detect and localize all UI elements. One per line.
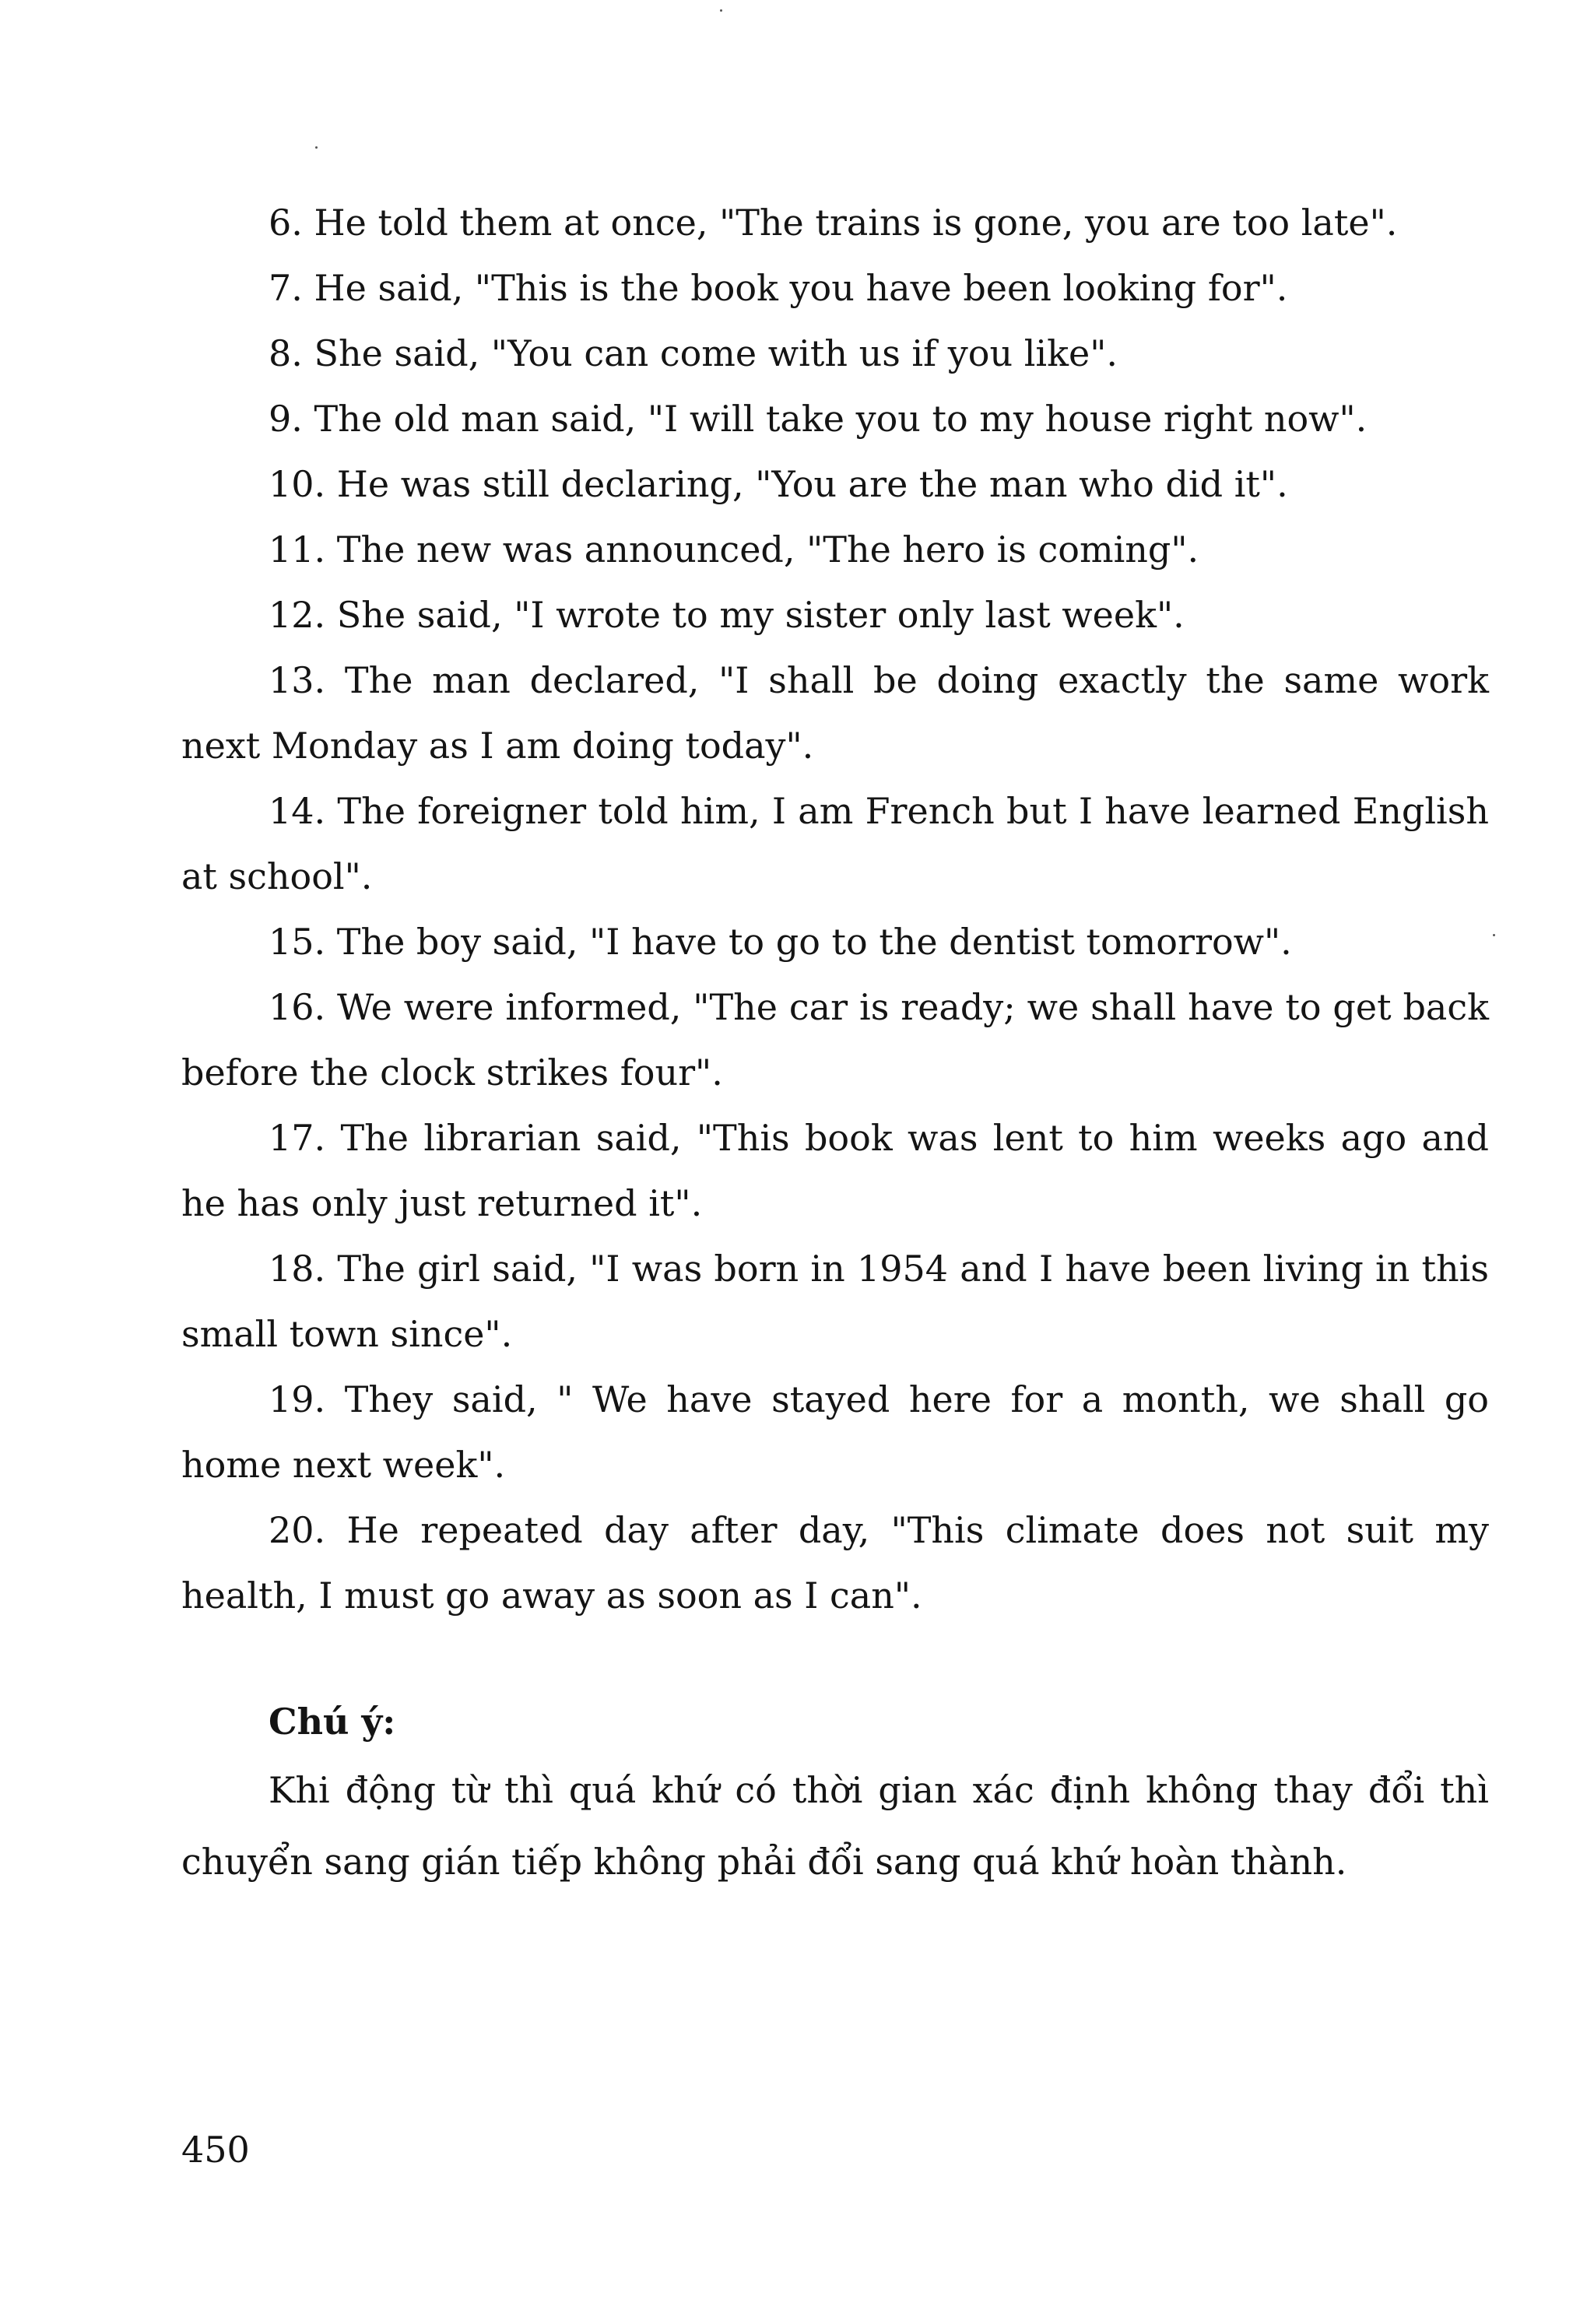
page-number: 450 [181, 2129, 250, 2171]
note-body: Khi động từ thì quá khứ có thời gian xác định không thay đổi thì chuyển sang gián tiếp không phải đổi sang quá khứ hoàn thành. [181, 1769, 1489, 1883]
exercise-item-18: 18. The girl said, "I was born in 1954 and I have been living in this small town since". [181, 1248, 1489, 1355]
scan-speck [720, 9, 722, 12]
exercise-item-10: 10. He was still declaring, "You are the man who did it". [269, 463, 1288, 505]
exercise-item-15: 15. The boy said, "I have to go to the dentist tomorrow". [269, 921, 1292, 963]
exercise-item-8: 8. She said, "You can come with us if you like". [269, 332, 1118, 374]
exercise-item-16: 16. We were informed, "The car is ready; we shall have to get back before the clock strikes four". [181, 986, 1489, 1094]
exercise-item-20: 20. He repeated day after day, "This climate does not suit my health, I must go away as soon as I can". [181, 1509, 1489, 1617]
exercise-item-13: 13. The man declared, "I shall be doing exactly the same work next Monday as I am doing today". [181, 659, 1489, 767]
note-title: Chú ý: [269, 1701, 396, 1743]
exercise-item-12: 12. She said, "I wrote to my sister only last week". [269, 594, 1185, 636]
exercise-item-9: 9. The old man said, "I will take you to my house right now". [269, 398, 1368, 440]
note-section [181, 1689, 1489, 1897]
exercise-item-11: 11. The new was announced, "The hero is coming". [269, 528, 1199, 570]
exercise-list [181, 190, 1489, 1628]
scan-speck [1493, 934, 1495, 936]
exercise-item-17: 17. The librarian said, "This book was lent to him weeks ago and he has only just returned it". [181, 1117, 1489, 1224]
exercise-item-14: 14. The foreigner told him, I am French but I have learned English at school". [181, 790, 1489, 897]
exercise-item-19: 19. They said, " We have stayed here for a month, we shall go home next week". [181, 1378, 1489, 1486]
exercise-item-7: 7. He said, "This is the book you have been looking for". [269, 267, 1288, 309]
scan-speck [315, 146, 318, 149]
exercise-item-6: 6. He told them at once, "The trains is gone, you are too late". [269, 202, 1398, 244]
